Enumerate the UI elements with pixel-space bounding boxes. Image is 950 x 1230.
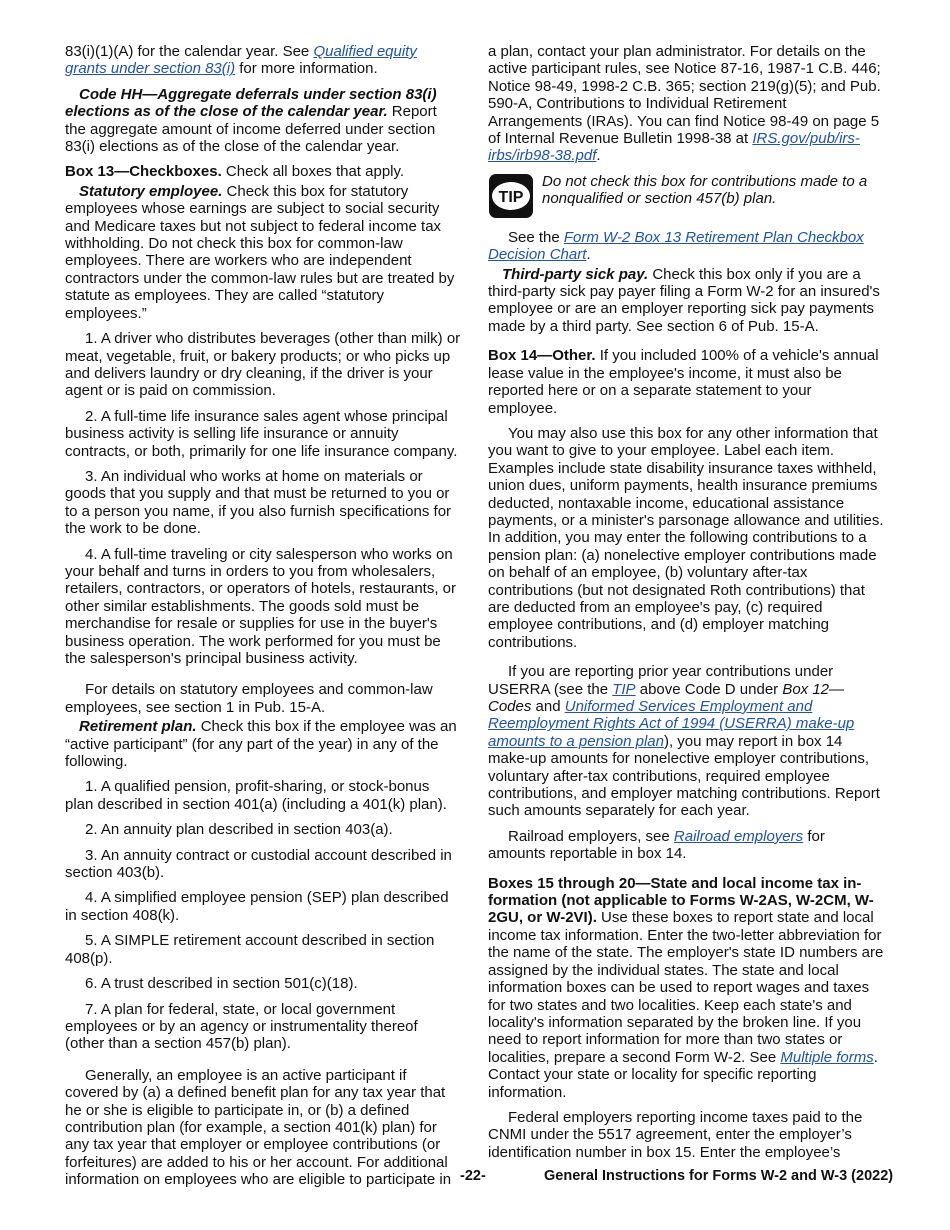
statutory-item: 3. An individual who works at home on materials or goods that you supply and that must be returned to you or to a person you name, if you also furnish specifications for the work to be done.: [65, 467, 452, 538]
box13-heading: Box 13—Checkboxes.: [65, 163, 222, 181]
tip-box: [488, 173, 884, 219]
paragraph-retirement: Retirement plan. Check this box if the employee was an “active participant” (for any part of the year) in any of the following.: [65, 718, 457, 771]
paragraph-decision-chart: See the Form W-2 Box 13 Retirement Plan Checkbox Decision Chart.: [488, 228, 864, 264]
retirement-item: 5. A SIMPLE retirement account described in section 408(p).: [65, 932, 435, 967]
retirement-item: 4. A simplified employee pension (SEP) plan described in section 408(k).: [65, 889, 449, 924]
paragraph-statutory: Statutory employee. Check this box for statutory employees whose earnings are subject to social security and Medicare taxes but not subject to federal income tax withholding. Do not check this box for common-law employees. There are workers who are independent contractors under the common-law rules but are treated by statute as employees. They are called “statutory employees.”: [65, 182, 455, 322]
statutory-heading: Statutory employee.: [79, 182, 223, 200]
statutory-details: For details on statutory employees and common-law employees, see section 1 in Pub. 15-A.: [65, 681, 433, 716]
paragraph-active-participant: Generally, an employee is an active participant if covered by (a) a defined benefit plan for any tax year that he or she is eligible to participate in, or (b) a defined contribution plan (for example, a section 401(k) plan) for any tax year that employer or employee contributions (or forfeitures) are added to his or her account. For additional information on employees who are eligible to participate in: [65, 1066, 452, 1189]
retirement-item: 2. An annuity plan described in section 403(a).: [85, 821, 393, 839]
retirement-item: 3. An annuity contract or custodial account described in section 403(b).: [65, 846, 452, 882]
statutory-item: 2. A full-time life insurance sales agent whose principal business activity is selling life insurance or annuity contracts, or both, primarily for one life insurance company.: [65, 407, 458, 460]
paragraph-federal-employers: Federal employers reporting income taxes paid to the CNMI under the 5517 agreement, enter the employer’s identification number in box 15. Enter the employee’s: [488, 1108, 863, 1161]
paragraph-railroad: Railroad employers, see Railroad employers for amounts reportable in box 14.: [488, 827, 825, 863]
code-hh-heading: Code HH—Aggregate deferrals under section 83(i) elections as of the close of the calendar year.: [65, 85, 437, 121]
paragraph-third-party-sick-pay: Third-party sick pay. Check this box only if you are a third-party sick pay payer filing a Form W-2 for an insured's employee or are an employer reporting sick pay payments made by a third party. See section 6 of Pub. 15-A.: [488, 265, 880, 335]
paragraph-userra: If you are reporting prior year contributions under USERRA (see the TIP above Code D under Box 12—Codes and Uniformed Services Employment and Reemployment Rights Act of 1994 (USERRA) make-up amounts to a pension plan), you may report in box 14 make-up amounts for nonelective employer contributions, voluntary after-tax contributions, required employee contributions, and employer matching contributions. Report such amounts separately for each year.: [488, 663, 880, 820]
decision-chart-link[interactable]: Form W-2 Box 13 Retirement Plan Checkbox Decision Chart: [488, 228, 864, 264]
left-column: [65, 43, 461, 1197]
paragraph-box14-other-info: You may also use this box for any other information that you want to give to your employee. Label each item. Examples include state disability insurance taxes withheld, union dues, uniform payments, health insurance premiums deducted, nontaxable income, educational assistance payments, or a minister's parsonage allowance and utilities. In addition, you may enter the following contributions to a pension plan: (a) nonelective employer contributions made on behalf of an employee, (b) voluntary after-tax contributions (but not designated Roth contributions) that are deducted from an employee's pay, (c) required employee contributions, and (d) employer matching contributions.: [488, 424, 884, 651]
statutory-item: 1. A driver who distributes beverages (other than milk) or meat, vegetable, fruit, or bakery products; or who picks up and delivers laundry or dry cleaning, if the driver is your agent or is paid on commission.: [65, 330, 461, 400]
boxes-15-20-heading: Boxes 15 through 20—State and local income tax in-formation (not applicable to Forms W-2AS, W-2CM, W-2GU, or W-2VI).: [488, 874, 874, 927]
retirement-heading: Retirement plan.: [79, 718, 197, 736]
retirement-item: 6. A trust described in section 501(c)(18).: [85, 975, 358, 993]
statutory-item: 4. A full-time traveling or city salesperson who works on your behalf and turns in orders to you from wholesalers, retailers, contractors, or operators of hotels, restaurants, or other similar establishments. The goods sold must be merchandise for resale or supplies for use in the buyer's business operation. The work performed for you must be the salesperson's principal business activity.: [65, 545, 457, 667]
tip-icon: [488, 173, 534, 219]
paragraph-box13: Box 13—Checkboxes. Check all boxes that apply.: [65, 163, 405, 181]
irb98-38-link[interactable]: IRS.gov/pub/irs-irbs/irb98-38.pdf: [488, 130, 860, 165]
userra-link[interactable]: Uniformed Services Employment and Reemployment Rights Act of 1994 (USERRA) make-up amounts to a pension plan: [488, 698, 855, 750]
retirement-item: 7. A plan for federal, state, or local government employees or by an agency or instrumentality thereof (other than a section 457(b) plan).: [65, 1000, 418, 1053]
page-number: -22-: [460, 1168, 486, 1184]
paragraph-boxes-15-20: Boxes 15 through 20—State and local income tax in-formation (not applicable to Forms W-2AS, W-2CM, W-2GU, or W-2VI). Use these boxes to report state and local income tax information. Enter the two-letter abbreviation for the name of the state. The employer's state ID numbers are assigned by the individual states. The state and local information boxes can be used to report wages and taxes for two states and two localities. Keep each state's and locality's information separated by the broken line. If you need to report information for more than two states or localities, prepare a second Form W-2. See Multiple forms. Contact your state or locality for specific reporting information.: [488, 874, 884, 1101]
paragraph-code-hh: Code HH—Aggregate deferrals under section 83(i) elections as of the close of the calendar year. Report the aggregate amount of income deferred under section 83(i) elections as of the close of the calendar year.: [65, 85, 437, 156]
footer-title: General Instructions for Forms W-2 and W-3 (2022): [544, 1168, 894, 1184]
railroad-employers-link[interactable]: Railroad employers: [673, 827, 804, 845]
retirement-item: 1. A qualified pension, profit-sharing, or stock-bonus plan described in section 401(a) (including a 401(k) plan).: [65, 778, 447, 813]
tip-label: TIP: [498, 188, 524, 206]
multiple-forms-link[interactable]: Multiple forms: [780, 1048, 874, 1066]
right-column: [488, 43, 884, 1169]
box14-heading: Box 14—Other.: [488, 347, 596, 365]
tip-text: Do not check this box for contributions made to a nonqualified or section 457(b) plan.: [542, 172, 868, 208]
qualified-equity-grants-link[interactable]: Qualified equity grants under section 83(i): [65, 43, 417, 78]
paragraph-plan-admin: a plan, contact your plan administrator. For details on the active participant rules, see Notice 87-16, 1987-1 C.B. 446; Notice 98-49, 1998-2 C.B. 365; section 219(g)(5); and Pub. 590-A, Contributions to Individual Retirement Arrangements (IRAs). You can find Notice 98-49 on page 5 of Internal Revenue Bulletin 1998-38 at IRS.gov/pub/irs-irbs/irb98-38.pdf.: [488, 43, 881, 165]
paragraph-box14: Box 14—Other. If you included 100% of a vehicle's annual lease value in the employee's income, it must also be reported here or on a separate statement to your employee.: [488, 347, 879, 417]
tip-link[interactable]: TIP: [612, 680, 636, 698]
paragraph-83i: 83(i)(1)(A) for the calendar year. See Qualified equity grants under section 83(i) for more information.: [65, 43, 417, 78]
sick-pay-heading: Third-party sick pay.: [502, 265, 649, 283]
